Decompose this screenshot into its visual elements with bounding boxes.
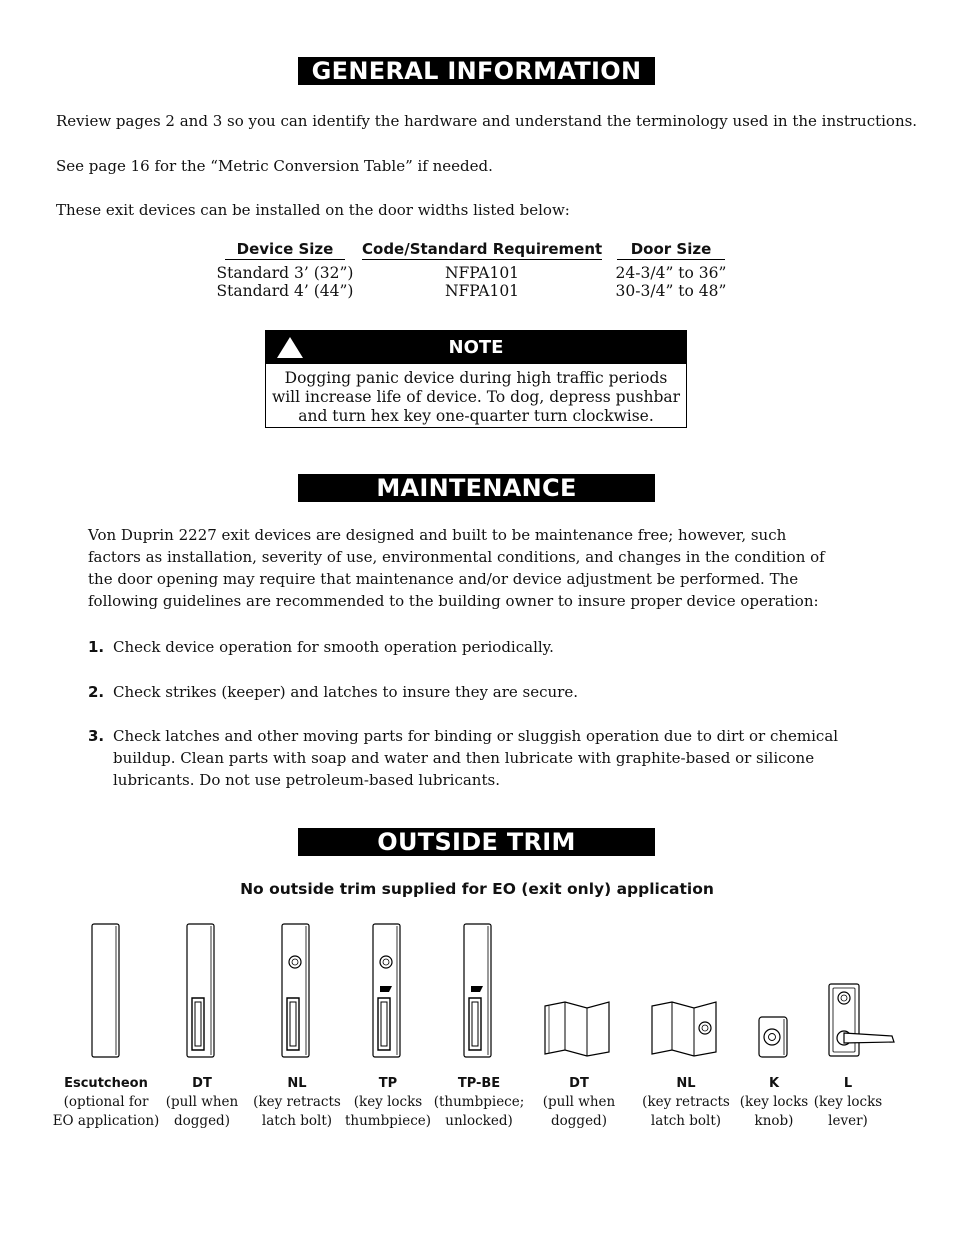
trim-desc: lever) xyxy=(828,1113,868,1129)
escutcheon-plate-icon xyxy=(88,922,124,1060)
trim-label-nl xyxy=(253,1074,341,1131)
note-title: NOTE xyxy=(448,337,504,358)
table-cell: NFPA101 xyxy=(444,282,520,300)
trim-desc: dogged) xyxy=(174,1113,230,1129)
trim-code: K xyxy=(768,1076,780,1091)
tp-be-thumbpiece-trim-icon xyxy=(459,922,497,1060)
trim-code: TP xyxy=(378,1076,398,1091)
trim-desc: (key locks xyxy=(739,1094,809,1110)
trim-desc: (key retracts xyxy=(253,1094,341,1110)
maintenance-intro-line: Von Duprin 2227 exit devices are designed and built to be maintenance free; however, such xyxy=(88,526,787,544)
trim-desc: (optional for xyxy=(63,1094,149,1110)
note-line: and turn hex key one-quarter turn clockwise. xyxy=(298,407,654,425)
note-body xyxy=(266,364,686,426)
code-standard-column xyxy=(362,240,602,300)
trim-desc: (pull when xyxy=(542,1094,616,1110)
trim-label-k xyxy=(740,1074,808,1131)
k-key-knob-icon xyxy=(755,1014,791,1060)
trim-label-l xyxy=(814,1074,882,1131)
table-cell: 30-3/4” to 48” xyxy=(615,282,727,300)
trim-code: L xyxy=(843,1076,853,1091)
trim-label-nl-bracket xyxy=(642,1074,730,1131)
nl-key-bracket-icon xyxy=(650,998,720,1060)
trim-desc: thumbpiece) xyxy=(344,1113,432,1129)
maintenance-item-1 xyxy=(88,636,878,658)
trim-label-escutcheon xyxy=(53,1074,160,1131)
maintenance-item-3 xyxy=(88,725,878,791)
general-paragraph-1: Review pages 2 and 3 so you can identify the hardware and understand the terminology used in the instructions. xyxy=(56,112,918,130)
note-box xyxy=(265,330,687,428)
trim-label-tp-be xyxy=(434,1074,525,1131)
general-information-heading: GENERAL INFORMATION xyxy=(298,57,655,85)
door-size-column xyxy=(610,240,732,300)
general-paragraph-2: See page 16 for the “Metric Conversion Table” if needed. xyxy=(56,157,493,175)
note-header xyxy=(266,331,686,364)
list-text: Check strikes (keeper) and latches to insure they are secure. xyxy=(113,683,578,701)
trim-desc: (thumbpiece; xyxy=(433,1094,525,1110)
code-standard-header: Code/Standard Requirement xyxy=(362,240,603,258)
trim-desc: latch bolt) xyxy=(650,1113,722,1129)
maintenance-intro xyxy=(88,524,825,612)
trim-label-dt-bracket xyxy=(543,1074,615,1131)
trim-label-dt xyxy=(166,1074,238,1131)
trim-code: TP-BE xyxy=(457,1076,501,1091)
maintenance-item-2 xyxy=(88,681,878,703)
maintenance-heading: MAINTENANCE xyxy=(298,474,655,502)
trim-desc: dogged) xyxy=(551,1113,607,1129)
table-cell: Standard 3’ (32”) xyxy=(216,264,354,282)
list-text: Check device operation for smooth operation periodically. xyxy=(113,638,554,656)
trim-code: Escutcheon xyxy=(64,1076,148,1091)
list-text-line: Check latches and other moving parts for binding or sluggish operation due to dirt or chemical xyxy=(113,727,839,745)
list-text-line: lubricants. Do not use petroleum-based lubricants. xyxy=(113,771,500,789)
list-text xyxy=(113,725,878,791)
outside-trim-subtitle: No outside trim supplied for EO (exit only) application xyxy=(240,880,714,898)
door-size-header: Door Size xyxy=(617,240,726,260)
l-key-lever-icon xyxy=(826,980,898,1060)
trim-desc: EO application) xyxy=(52,1113,160,1129)
list-text-line: buildup. Clean parts with soap and water and then lubricate with graphite-based or silicone xyxy=(113,749,815,767)
trim-desc: latch bolt) xyxy=(261,1113,333,1129)
trim-desc: unlocked) xyxy=(445,1113,513,1129)
trim-desc: (key locks xyxy=(353,1094,423,1110)
maintenance-intro-line: factors as installation, severity of use, environmental conditions, and changes in the condition of xyxy=(88,548,825,566)
table-cell: NFPA101 xyxy=(444,264,520,282)
list-number: 2. xyxy=(88,683,105,701)
tp-thumbpiece-trim-icon xyxy=(368,922,406,1060)
trim-code: NL xyxy=(676,1076,696,1091)
trim-desc: knob) xyxy=(754,1113,794,1129)
dt-pull-bracket-icon xyxy=(543,998,613,1060)
maintenance-intro-line: the door opening may require that maintenance and/or device adjustment be performed. The xyxy=(88,570,799,588)
note-line: Dogging panic device during high traffic periods xyxy=(284,369,668,387)
outside-trim-heading: OUTSIDE TRIM xyxy=(298,828,655,856)
note-line: will increase life of device. To dog, depress pushbar xyxy=(271,388,681,406)
dt-pull-trim-icon xyxy=(182,922,220,1060)
list-number: 3. xyxy=(88,727,105,745)
maintenance-intro-line: following guidelines are recommended to the building owner to insure proper device operation: xyxy=(88,592,819,610)
trim-desc: (key retracts xyxy=(642,1094,730,1110)
warning-triangle-icon xyxy=(276,336,304,359)
device-size-header: Device Size xyxy=(225,240,346,260)
general-paragraph-3: These exit devices can be installed on the door widths listed below: xyxy=(56,201,570,219)
list-number: 1. xyxy=(88,638,105,656)
trim-desc: (key locks xyxy=(813,1094,883,1110)
trim-code: NL xyxy=(287,1076,307,1091)
table-cell: 24-3/4” to 36” xyxy=(615,264,727,282)
trim-desc: (pull when xyxy=(165,1094,239,1110)
trim-code: DT xyxy=(569,1076,589,1091)
table-cell: Standard 4’ (44”) xyxy=(216,282,354,300)
device-size-column xyxy=(210,240,360,300)
trim-label-tp xyxy=(345,1074,431,1131)
nl-key-trim-icon xyxy=(277,922,315,1060)
trim-code: DT xyxy=(192,1076,212,1091)
